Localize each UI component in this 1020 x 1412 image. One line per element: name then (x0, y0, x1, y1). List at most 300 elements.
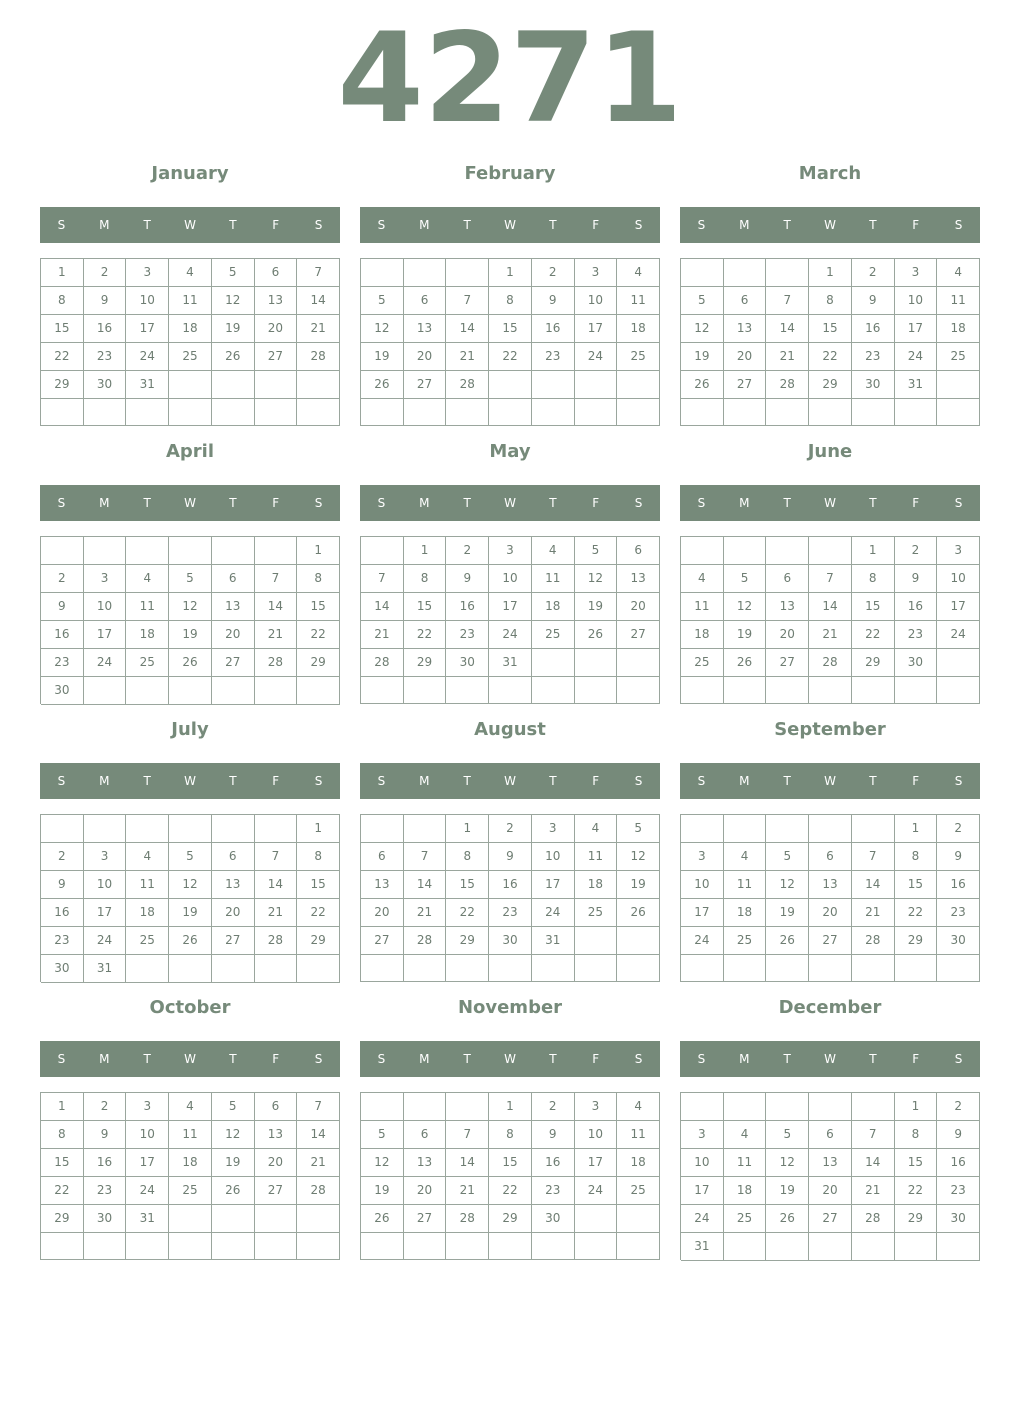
day-cell: 4 (937, 259, 980, 287)
day-cell: 4 (169, 1093, 212, 1121)
weekday-header (680, 207, 980, 243)
day-cell: 13 (361, 871, 404, 899)
day-cell: 31 (895, 371, 938, 399)
empty-cell (84, 399, 127, 426)
weekday-label: M (739, 218, 750, 232)
day-cell: 27 (809, 927, 852, 955)
day-cell: 21 (404, 899, 447, 927)
day-cell: 11 (169, 1121, 212, 1149)
empty-cell (255, 371, 298, 399)
day-cell: 17 (84, 899, 127, 927)
day-cell: 1 (446, 815, 489, 843)
day-cell: 16 (937, 1149, 980, 1177)
day-cell: 2 (532, 259, 575, 287)
day-cell: 2 (41, 565, 84, 593)
day-cell: 23 (84, 343, 127, 371)
day-cell: 7 (361, 565, 404, 593)
day-cell: 17 (126, 1149, 169, 1177)
day-cell: 20 (724, 343, 767, 371)
day-cell: 3 (575, 1093, 618, 1121)
day-cell: 21 (809, 621, 852, 649)
empty-cell (809, 955, 852, 982)
weekday-label: S (954, 218, 963, 232)
empty-cell (937, 371, 980, 399)
empty-cell (852, 1233, 895, 1261)
empty-cell (212, 371, 255, 399)
weekday-label: M (99, 496, 110, 510)
day-cell: 25 (126, 649, 169, 677)
day-cell: 5 (361, 287, 404, 315)
day-cell: 10 (575, 287, 618, 315)
day-cell: 22 (809, 343, 852, 371)
day-cell: 9 (84, 287, 127, 315)
weekday-label: S (634, 1052, 643, 1066)
day-cell: 12 (169, 871, 212, 899)
day-cell: 19 (681, 343, 724, 371)
day-cell: 3 (84, 565, 127, 593)
day-cell: 1 (852, 537, 895, 565)
empty-cell (212, 399, 255, 426)
empty-cell (361, 955, 404, 982)
day-cell: 12 (212, 287, 255, 315)
day-cell: 27 (617, 621, 660, 649)
weekday-label: M (419, 496, 430, 510)
day-cell: 4 (532, 537, 575, 565)
day-cell: 16 (446, 593, 489, 621)
day-cell: 29 (404, 649, 447, 677)
day-cell: 24 (126, 343, 169, 371)
empty-cell (532, 1233, 575, 1260)
weekday-label: W (504, 1052, 516, 1066)
day-cell: 17 (532, 871, 575, 899)
day-cell: 30 (84, 371, 127, 399)
day-cell: 14 (361, 593, 404, 621)
day-cell: 28 (446, 1205, 489, 1233)
day-cell: 12 (766, 871, 809, 899)
day-cell: 1 (895, 815, 938, 843)
day-cell: 10 (489, 565, 532, 593)
day-cell: 17 (575, 1149, 618, 1177)
day-cell: 14 (852, 1149, 895, 1177)
empty-cell (41, 399, 84, 426)
weekday-header (680, 763, 980, 799)
day-cell: 7 (446, 1121, 489, 1149)
empty-cell (681, 537, 724, 565)
day-cell: 9 (852, 287, 895, 315)
empty-cell (724, 259, 767, 287)
weekday-label: S (697, 1052, 706, 1066)
weekday-header (40, 207, 340, 243)
day-cell: 25 (724, 927, 767, 955)
day-cell: 2 (937, 815, 980, 843)
empty-cell (41, 1233, 84, 1260)
day-cell: 23 (937, 1177, 980, 1205)
day-cell: 1 (809, 259, 852, 287)
day-cell: 15 (297, 871, 340, 899)
empty-cell (297, 677, 340, 705)
empty-cell (617, 399, 660, 426)
day-cell: 11 (169, 287, 212, 315)
weekday-header (360, 485, 660, 521)
day-cell: 11 (937, 287, 980, 315)
empty-cell (937, 677, 980, 704)
day-cell: 26 (212, 343, 255, 371)
day-cell: 20 (404, 343, 447, 371)
empty-cell (617, 649, 660, 677)
day-cell: 18 (126, 621, 169, 649)
day-cell: 20 (212, 899, 255, 927)
weekday-label: S (377, 496, 386, 510)
empty-cell (361, 1233, 404, 1260)
weekday-label: F (912, 1052, 920, 1066)
day-cell: 8 (297, 565, 340, 593)
weekday-label: S (377, 1052, 386, 1066)
empty-cell (169, 399, 212, 426)
empty-cell (617, 371, 660, 399)
empty-cell (852, 815, 895, 843)
day-cell: 17 (937, 593, 980, 621)
empty-cell (809, 1093, 852, 1121)
empty-cell (575, 1233, 618, 1260)
day-cell: 28 (446, 371, 489, 399)
day-cell: 23 (937, 899, 980, 927)
weekday-label: W (184, 1052, 196, 1066)
day-cell: 23 (489, 899, 532, 927)
weekday-label: W (504, 218, 516, 232)
day-cell: 18 (617, 315, 660, 343)
weekday-label: T (869, 218, 877, 232)
day-cell: 9 (532, 1121, 575, 1149)
month-title: December (778, 997, 882, 1018)
day-cell: 24 (895, 343, 938, 371)
month-title: October (149, 997, 231, 1018)
day-cell: 15 (297, 593, 340, 621)
day-cell: 26 (361, 371, 404, 399)
day-cell: 12 (361, 1149, 404, 1177)
day-cell: 13 (809, 871, 852, 899)
empty-cell (126, 537, 169, 565)
day-cell: 29 (809, 371, 852, 399)
empty-cell (404, 1093, 447, 1121)
day-cell: 29 (895, 1205, 938, 1233)
empty-cell (809, 815, 852, 843)
day-cell: 26 (212, 1177, 255, 1205)
day-grid (680, 536, 980, 704)
day-cell: 21 (297, 1149, 340, 1177)
empty-cell (766, 1093, 809, 1121)
empty-cell (532, 649, 575, 677)
day-cell: 6 (724, 287, 767, 315)
empty-cell (212, 1205, 255, 1233)
day-cell: 19 (212, 315, 255, 343)
day-cell: 6 (404, 1121, 447, 1149)
day-cell: 26 (766, 1205, 809, 1233)
weekday-label: F (912, 218, 920, 232)
weekday-label: F (912, 774, 920, 788)
day-cell: 13 (766, 593, 809, 621)
empty-cell (724, 815, 767, 843)
day-cell: 25 (126, 927, 169, 955)
day-cell: 5 (766, 1121, 809, 1149)
day-cell: 12 (575, 565, 618, 593)
day-cell: 13 (212, 593, 255, 621)
day-cell: 12 (361, 315, 404, 343)
weekday-header (40, 1041, 340, 1077)
weekday-label: F (272, 1052, 280, 1066)
weekday-label: T (463, 218, 471, 232)
day-cell: 6 (255, 1093, 298, 1121)
day-cell: 3 (681, 1121, 724, 1149)
day-cell: 9 (937, 1121, 980, 1149)
weekday-label: T (229, 496, 237, 510)
day-cell: 2 (937, 1093, 980, 1121)
day-cell: 11 (617, 1121, 660, 1149)
day-cell: 26 (724, 649, 767, 677)
day-cell: 3 (937, 537, 980, 565)
weekday-label: W (824, 1052, 836, 1066)
empty-cell (169, 1205, 212, 1233)
day-cell: 30 (852, 371, 895, 399)
day-cell: 1 (41, 259, 84, 287)
day-cell: 13 (404, 1149, 447, 1177)
day-cell: 22 (297, 621, 340, 649)
day-cell: 29 (446, 927, 489, 955)
day-cell: 24 (937, 621, 980, 649)
day-cell: 5 (212, 259, 255, 287)
day-cell: 22 (895, 899, 938, 927)
day-cell: 24 (575, 343, 618, 371)
day-cell: 25 (681, 649, 724, 677)
empty-cell (575, 955, 618, 982)
empty-cell (937, 399, 980, 426)
day-cell: 10 (937, 565, 980, 593)
weekday-label: M (739, 496, 750, 510)
empty-cell (255, 399, 298, 426)
day-cell: 25 (169, 343, 212, 371)
day-cell: 15 (852, 593, 895, 621)
day-cell: 6 (766, 565, 809, 593)
day-cell: 17 (489, 593, 532, 621)
weekday-label: F (592, 1052, 600, 1066)
day-cell: 15 (895, 871, 938, 899)
day-cell: 25 (575, 899, 618, 927)
weekday-label: T (463, 1052, 471, 1066)
day-cell: 16 (41, 899, 84, 927)
day-cell: 31 (126, 371, 169, 399)
weekday-label: S (57, 1052, 66, 1066)
empty-cell (852, 1093, 895, 1121)
day-cell: 27 (404, 1205, 447, 1233)
day-cell: 20 (809, 899, 852, 927)
day-cell: 9 (84, 1121, 127, 1149)
day-cell: 30 (41, 677, 84, 705)
day-cell: 21 (446, 343, 489, 371)
empty-cell (489, 677, 532, 704)
day-cell: 9 (532, 287, 575, 315)
day-cell: 26 (361, 1205, 404, 1233)
day-grid (360, 258, 660, 426)
day-cell: 11 (126, 593, 169, 621)
day-cell: 21 (852, 1177, 895, 1205)
day-cell: 3 (126, 1093, 169, 1121)
day-cell: 10 (126, 1121, 169, 1149)
empty-cell (575, 649, 618, 677)
day-cell: 15 (809, 315, 852, 343)
weekday-label: W (184, 496, 196, 510)
day-cell: 11 (575, 843, 618, 871)
day-grid (680, 1092, 980, 1260)
empty-cell (532, 399, 575, 426)
day-cell: 2 (446, 537, 489, 565)
empty-cell (681, 259, 724, 287)
day-cell: 24 (126, 1177, 169, 1205)
weekday-label: W (824, 774, 836, 788)
day-cell: 12 (212, 1121, 255, 1149)
day-cell: 28 (361, 649, 404, 677)
weekday-label: S (954, 774, 963, 788)
empty-cell (575, 927, 618, 955)
day-cell: 13 (617, 565, 660, 593)
day-cell: 24 (84, 649, 127, 677)
day-cell: 28 (255, 927, 298, 955)
day-cell: 26 (169, 927, 212, 955)
day-cell: 27 (766, 649, 809, 677)
day-cell: 2 (489, 815, 532, 843)
day-cell: 17 (681, 1177, 724, 1205)
day-grid (40, 258, 340, 426)
day-cell: 23 (41, 649, 84, 677)
empty-cell (126, 399, 169, 426)
day-cell: 14 (852, 871, 895, 899)
day-cell: 28 (255, 649, 298, 677)
day-cell: 13 (255, 1121, 298, 1149)
empty-cell (361, 815, 404, 843)
day-cell: 27 (724, 371, 767, 399)
day-grid (40, 536, 340, 704)
day-cell: 4 (681, 565, 724, 593)
day-cell: 27 (361, 927, 404, 955)
day-cell: 6 (255, 259, 298, 287)
weekday-label: T (549, 1052, 557, 1066)
weekday-label: M (99, 774, 110, 788)
weekday-label: S (314, 1052, 323, 1066)
day-cell: 2 (84, 259, 127, 287)
weekday-header (360, 207, 660, 243)
weekday-label: S (377, 218, 386, 232)
day-cell: 16 (532, 1149, 575, 1177)
day-cell: 31 (681, 1233, 724, 1261)
day-cell: 18 (169, 315, 212, 343)
empty-cell (617, 955, 660, 982)
day-cell: 11 (532, 565, 575, 593)
day-cell: 19 (724, 621, 767, 649)
month-title: March (798, 163, 862, 184)
day-cell: 20 (212, 621, 255, 649)
day-cell: 5 (169, 843, 212, 871)
day-cell: 8 (489, 1121, 532, 1149)
day-cell: 18 (724, 899, 767, 927)
day-cell: 24 (532, 899, 575, 927)
empty-cell (852, 955, 895, 982)
day-cell: 21 (446, 1177, 489, 1205)
day-cell: 8 (404, 565, 447, 593)
weekday-label: W (504, 496, 516, 510)
empty-cell (404, 815, 447, 843)
empty-cell (617, 1233, 660, 1260)
day-cell: 8 (895, 1121, 938, 1149)
day-cell: 19 (169, 899, 212, 927)
empty-cell (404, 1233, 447, 1260)
day-cell: 4 (169, 259, 212, 287)
empty-cell (681, 815, 724, 843)
day-cell: 6 (212, 565, 255, 593)
day-cell: 17 (681, 899, 724, 927)
day-grid (360, 814, 660, 982)
weekday-label: W (824, 218, 836, 232)
day-cell: 11 (724, 871, 767, 899)
day-cell: 9 (446, 565, 489, 593)
weekday-label: T (549, 774, 557, 788)
day-cell: 12 (681, 315, 724, 343)
empty-cell (489, 955, 532, 982)
day-cell: 2 (41, 843, 84, 871)
empty-cell (41, 815, 84, 843)
weekday-label: S (314, 774, 323, 788)
day-cell: 5 (681, 287, 724, 315)
empty-cell (617, 677, 660, 704)
day-cell: 21 (297, 315, 340, 343)
day-cell: 24 (681, 927, 724, 955)
weekday-label: W (824, 496, 836, 510)
day-cell: 25 (532, 621, 575, 649)
day-cell: 8 (489, 287, 532, 315)
day-cell: 29 (852, 649, 895, 677)
day-cell: 7 (404, 843, 447, 871)
weekday-label: S (377, 774, 386, 788)
day-cell: 1 (404, 537, 447, 565)
weekday-label: T (783, 1052, 791, 1066)
day-cell: 11 (724, 1149, 767, 1177)
day-cell: 22 (852, 621, 895, 649)
day-cell: 6 (809, 843, 852, 871)
day-cell: 20 (255, 1149, 298, 1177)
empty-cell (361, 537, 404, 565)
day-cell: 14 (766, 315, 809, 343)
day-cell: 8 (41, 1121, 84, 1149)
empty-cell (169, 371, 212, 399)
day-cell: 28 (297, 1177, 340, 1205)
day-cell: 8 (446, 843, 489, 871)
empty-cell (404, 399, 447, 426)
empty-cell (446, 677, 489, 704)
day-cell: 22 (895, 1177, 938, 1205)
day-cell: 22 (41, 343, 84, 371)
day-cell: 2 (84, 1093, 127, 1121)
day-cell: 19 (169, 621, 212, 649)
day-cell: 26 (169, 649, 212, 677)
day-cell: 24 (489, 621, 532, 649)
day-cell: 7 (852, 843, 895, 871)
day-cell: 20 (617, 593, 660, 621)
day-cell: 10 (126, 287, 169, 315)
day-cell: 9 (489, 843, 532, 871)
day-cell: 5 (361, 1121, 404, 1149)
day-cell: 15 (41, 1149, 84, 1177)
weekday-label: S (314, 218, 323, 232)
empty-cell (809, 1233, 852, 1261)
day-cell: 26 (575, 621, 618, 649)
day-cell: 21 (852, 899, 895, 927)
